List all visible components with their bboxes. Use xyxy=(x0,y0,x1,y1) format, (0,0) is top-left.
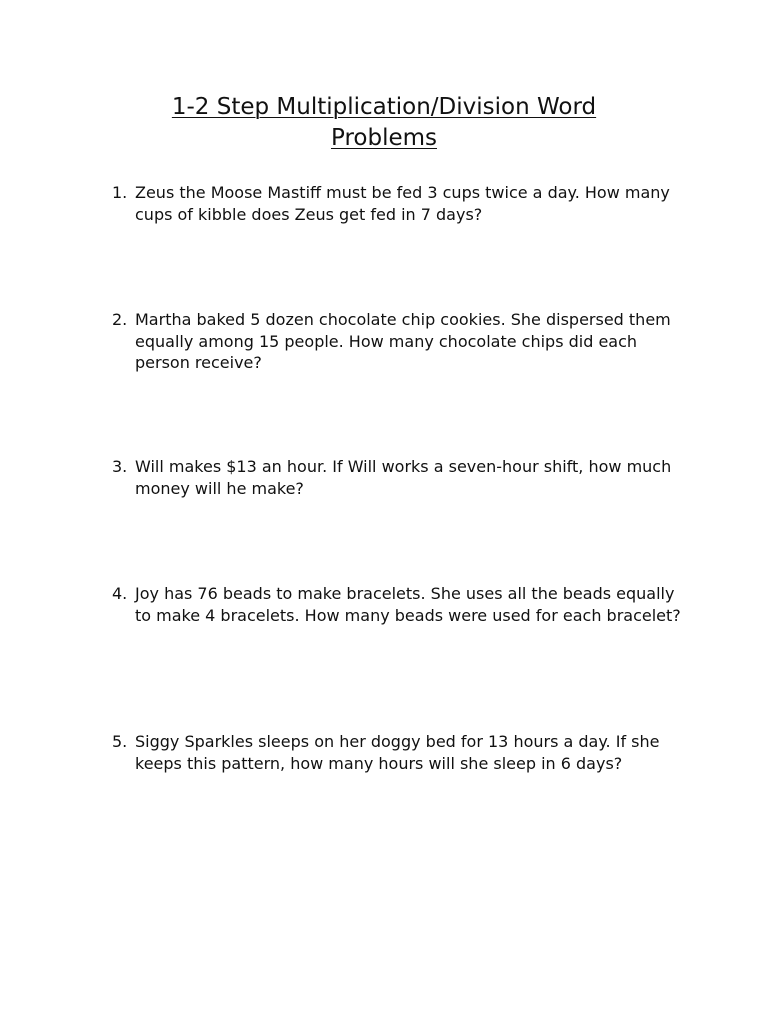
problem-number: 2. xyxy=(112,310,128,329)
problem-number: 1. xyxy=(112,183,128,202)
problem-text: Martha baked 5 dozen chocolate chip cookies. She dispersed them equally among 15 people. How many chocolate chips did each person receive? xyxy=(135,310,671,372)
page-title-line-2: Problems xyxy=(330,125,437,151)
problem-2 xyxy=(112,309,692,374)
problem-number: 5. xyxy=(112,732,128,751)
page-title xyxy=(0,92,768,154)
page-title-line-1: 1-2 Step Multiplication/Division Word xyxy=(171,94,597,120)
problem-text: Siggy Sparkles sleeps on her doggy bed for 13 hours a day. If she keeps this pattern, how many hours will she sleep in 6 days? xyxy=(135,732,660,773)
problem-text: Zeus the Moose Mastiff must be fed 3 cups twice a day. How many cups of kibble does Zeus get fed in 7 days? xyxy=(135,183,670,224)
problem-3 xyxy=(112,456,692,499)
problem-4 xyxy=(112,583,692,626)
problem-5 xyxy=(112,731,692,774)
problem-text: Will makes $13 an hour. If Will works a seven-hour shift, how much money will he make? xyxy=(135,457,672,498)
problem-number: 4. xyxy=(112,584,128,603)
problem-text: Joy has 76 beads to make bracelets. She uses all the beads equally to make 4 bracelets. How many beads were used for each bracelet? xyxy=(135,584,681,625)
problem-number: 3. xyxy=(112,457,128,476)
problem-1 xyxy=(112,182,692,225)
